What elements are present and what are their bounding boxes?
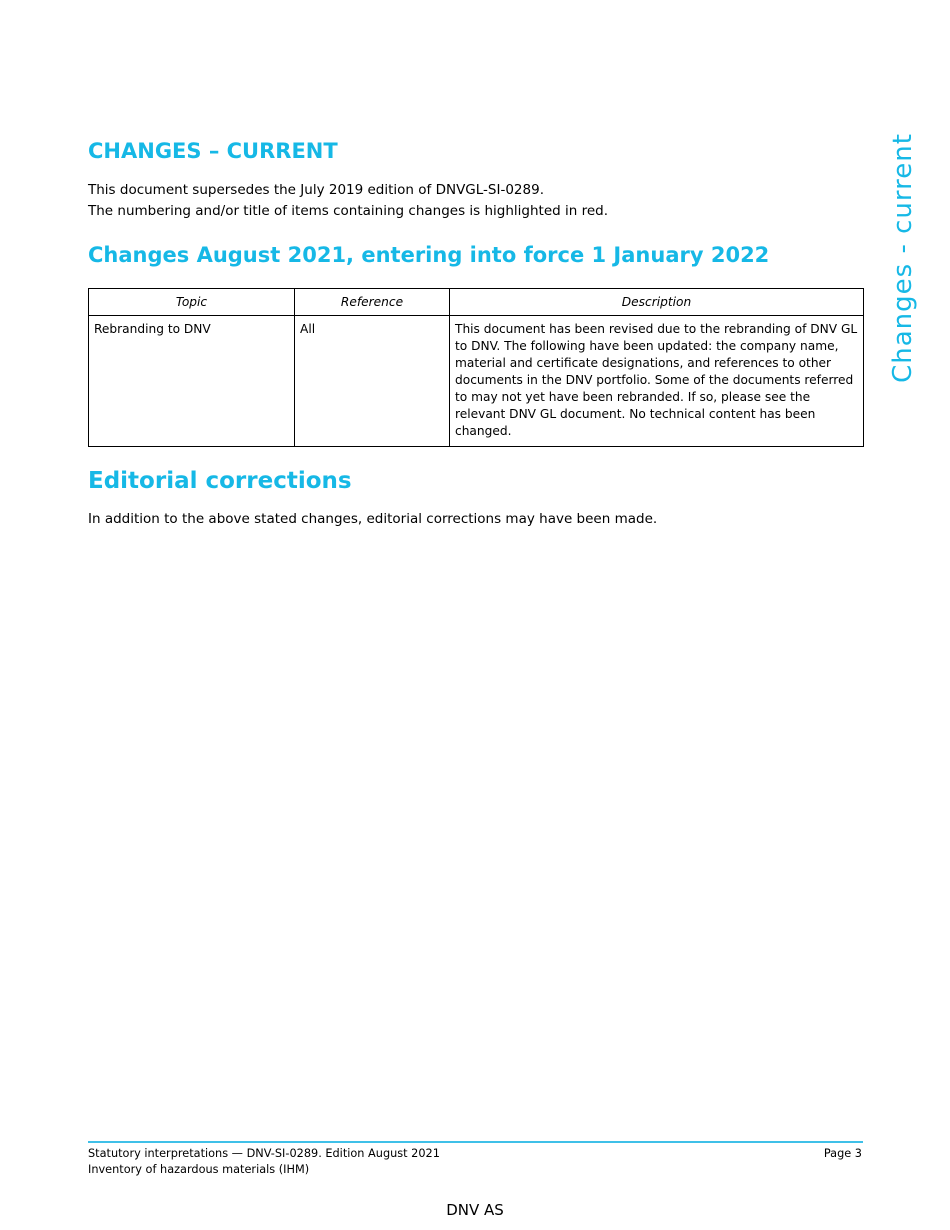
intro-line-1: This document supersedes the July 2019 edition of DNVGL-SI-0289.: [88, 182, 544, 198]
side-tab-label: Changes - current: [888, 133, 918, 383]
table-header-row: [89, 289, 864, 316]
changes-table: [88, 288, 864, 447]
changes-heading: Changes August 2021, entering into force 1 January 2022: [88, 243, 770, 267]
page-number: Page 3: [823, 1147, 862, 1160]
column-header-description: Description: [450, 289, 864, 316]
footer-line-2: Inventory of hazardous materials (IHM): [88, 1163, 310, 1176]
footer-line-1: Statutory interpretations — DNV-SI-0289. Edition August 2021: [88, 1147, 440, 1160]
intro-paragraph: [88, 180, 608, 222]
column-header-topic: Topic: [89, 289, 295, 316]
cell-description: This document has been revised due to the rebranding of DNV GL to DNV. The following have been updated: the company name, material and certificate designations, and references to other documents in the DNV portfolio. Some of the documents referred to may not yet have been rebranded. If so, please see the relevant DNV GL document. No technical content has been changed.: [450, 316, 864, 447]
intro-line-2: The numbering and/or title of items containing changes is highlighted in red.: [88, 203, 609, 219]
cell-reference: All: [295, 316, 450, 447]
cell-topic: Rebranding to DNV: [89, 316, 295, 447]
editorial-text: In addition to the above stated changes, editorial corrections may have been made.: [88, 511, 658, 527]
section-title: CHANGES – CURRENT: [88, 139, 338, 163]
footer-document-info: [88, 1146, 440, 1178]
editorial-heading: Editorial corrections: [88, 468, 352, 494]
footer-divider: [88, 1141, 863, 1143]
column-header-reference: Reference: [295, 289, 450, 316]
table-row: [89, 316, 864, 447]
company-name: DNV AS: [446, 1201, 504, 1219]
